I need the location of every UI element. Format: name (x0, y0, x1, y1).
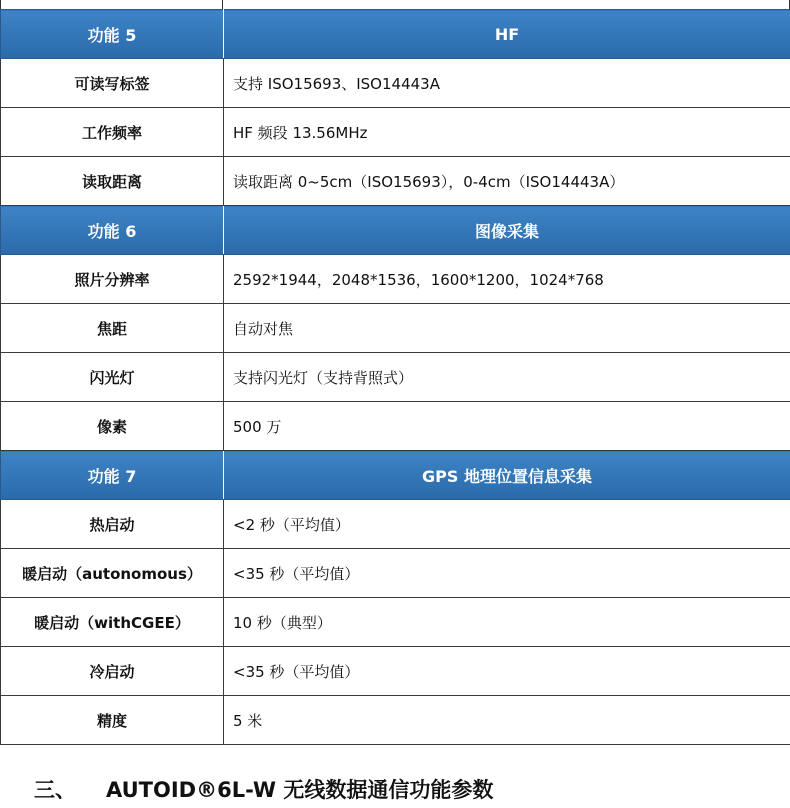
row-value: 10 秒（典型） (224, 598, 790, 647)
row-key: 精度 (1, 696, 224, 745)
section-label: 功能 6 (1, 206, 224, 255)
table-row (1, 598, 790, 647)
row-key: 热启动 (1, 500, 224, 549)
table-row (1, 59, 790, 108)
table-row (1, 108, 790, 157)
spec-table (0, 9, 790, 745)
row-value: <35 秒（平均值） (224, 647, 790, 696)
row-value: 2592*1944，2048*1536，1600*1200，1024*768 (224, 255, 790, 304)
section-number: 三、 (34, 778, 76, 802)
row-value: 支持闪光灯（支持背照式） (224, 353, 790, 402)
row-key: 暖启动（withCGEE） (1, 598, 224, 647)
table-row (1, 500, 790, 549)
section-label: 功能 5 (1, 10, 224, 59)
row-key: 读取距离 (1, 157, 224, 206)
row-key: 照片分辨率 (1, 255, 224, 304)
row-value: <35 秒（平均值） (224, 549, 790, 598)
section-title: GPS 地理位置信息采集 (224, 451, 790, 500)
table-row (1, 353, 790, 402)
next-section-heading (34, 773, 493, 807)
section-heading-text: AUTOID®6L-W 无线数据通信功能参数 (106, 778, 494, 802)
section-title: HF (224, 10, 790, 59)
row-key: 工作频率 (1, 108, 224, 157)
table-row (1, 402, 790, 451)
row-value: <2 秒（平均值） (224, 500, 790, 549)
row-value: 500 万 (224, 402, 790, 451)
table-row (1, 304, 790, 353)
row-key: 像素 (1, 402, 224, 451)
table-row (1, 696, 790, 745)
table-top-continuation (0, 0, 790, 9)
row-value: HF 频段 13.56MHz (224, 108, 790, 157)
table-row (1, 157, 790, 206)
row-key: 闪光灯 (1, 353, 224, 402)
section-header-5 (1, 10, 790, 59)
section-title: 图像采集 (224, 206, 790, 255)
row-key: 暖启动（autonomous） (1, 549, 224, 598)
row-key: 焦距 (1, 304, 224, 353)
row-value: 5 米 (224, 696, 790, 745)
row-key: 冷启动 (1, 647, 224, 696)
row-value: 支持 ISO15693、ISO14443A (224, 59, 790, 108)
table-row (1, 647, 790, 696)
section-header-7 (1, 451, 790, 500)
row-value: 读取距离 0~5cm（ISO15693），0-4cm（ISO14443A） (224, 157, 790, 206)
row-key: 可读写标签 (1, 59, 224, 108)
table-row (1, 549, 790, 598)
table-row (1, 255, 790, 304)
section-label: 功能 7 (1, 451, 224, 500)
section-header-6 (1, 206, 790, 255)
row-value: 自动对焦 (224, 304, 790, 353)
